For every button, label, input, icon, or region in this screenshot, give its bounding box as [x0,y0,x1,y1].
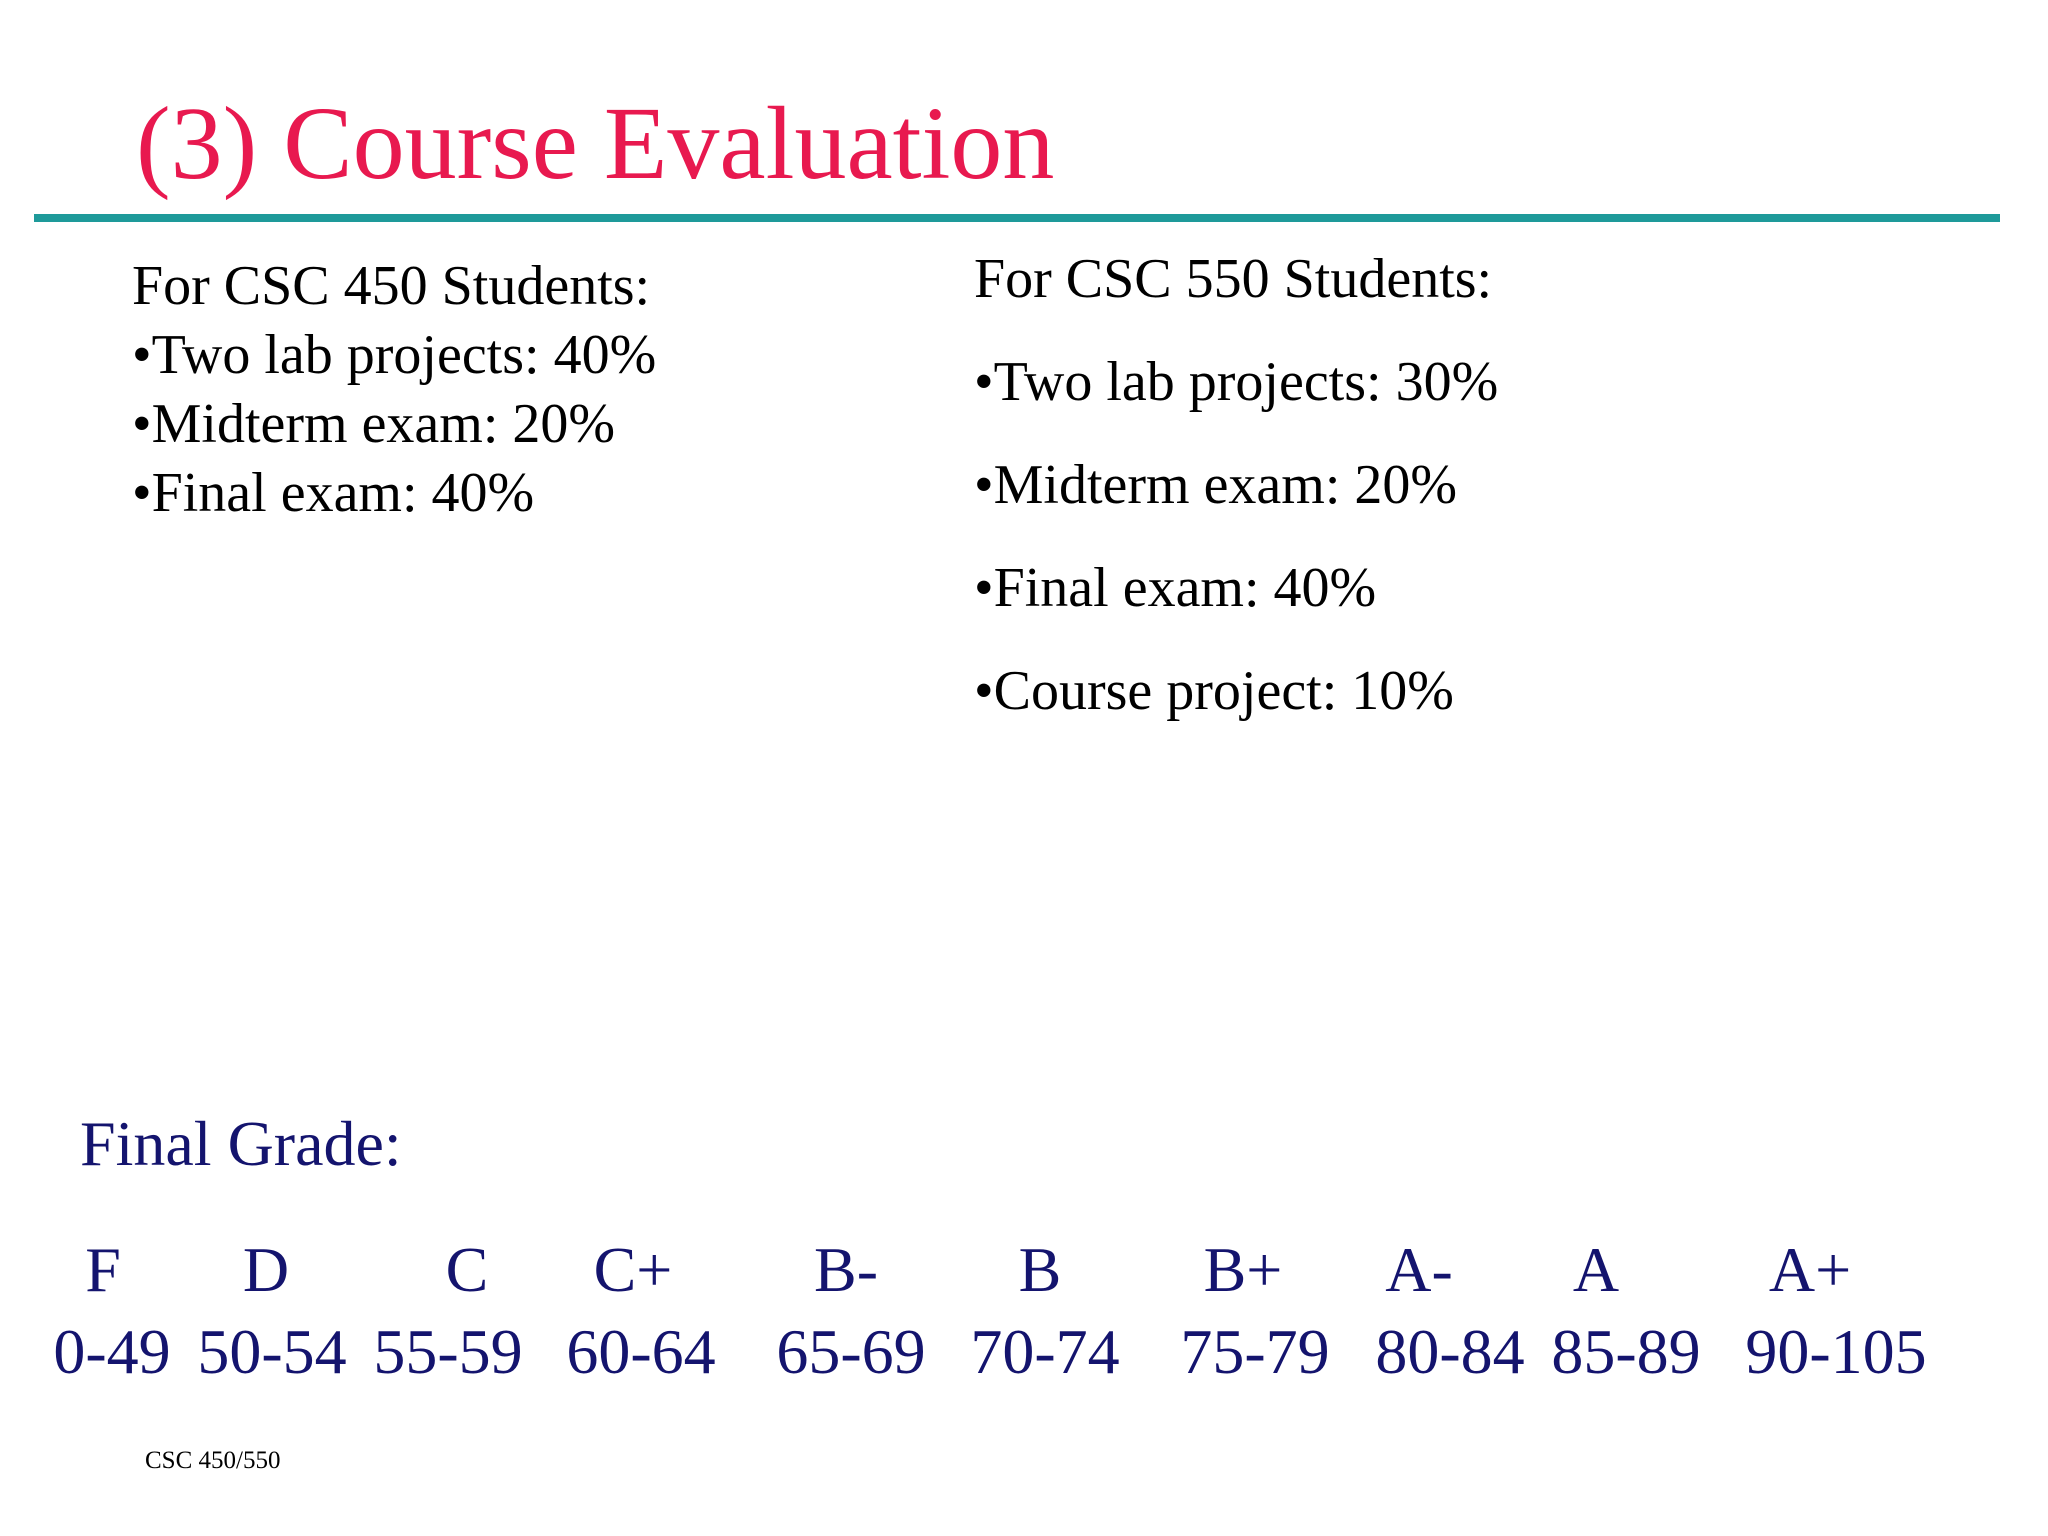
list-item: •Two lab projects: 40% [132,324,657,386]
grade-range: 80-84 [1375,1316,1525,1387]
grade-letter: A [1572,1234,1620,1305]
list-item: •Final exam: 40% [132,462,535,524]
grade-range: 70-74 [970,1316,1120,1387]
csc450-breakdown [132,252,656,528]
grade-range: 75-79 [1180,1316,1330,1387]
grade-range: 65-69 [776,1316,926,1387]
grade-range: 55-59 [373,1316,523,1387]
list-item: •Course project: 10% [974,660,1454,722]
csc550-heading: For CSC 550 Students: [974,248,1493,310]
slide-footer: CSC 450/550 [145,1447,281,1474]
list-item: •Midterm exam: 20% [132,393,616,455]
grade-letter: A- [1385,1234,1453,1305]
grade-range: 60-64 [566,1316,716,1387]
list-item: •Midterm exam: 20% [974,454,1458,516]
list-item: •Final exam: 40% [974,557,1377,619]
title-divider [34,214,2000,222]
grade-range: 50-54 [197,1316,347,1387]
final-grade-heading: Final Grade: [80,1108,402,1179]
grade-letter: A+ [1768,1234,1852,1305]
list-item: •Two lab projects: 30% [974,351,1499,413]
grade-range: 0-49 [53,1316,171,1387]
grade-letter: C+ [593,1234,673,1305]
grade-letter: F [85,1234,121,1305]
csc550-breakdown [974,245,1498,760]
grade-letter: B+ [1203,1234,1283,1305]
grade-letter: C [445,1234,489,1305]
grade-letter: D [242,1234,290,1305]
grade-letter: B [1018,1234,1062,1305]
grade-range: 90-105 [1745,1316,1927,1387]
slide-title: (3) Course Evaluation [136,86,1055,201]
grade-letter: B- [814,1234,878,1305]
csc450-heading: For CSC 450 Students: [132,255,651,317]
grade-range: 85-89 [1551,1316,1701,1387]
